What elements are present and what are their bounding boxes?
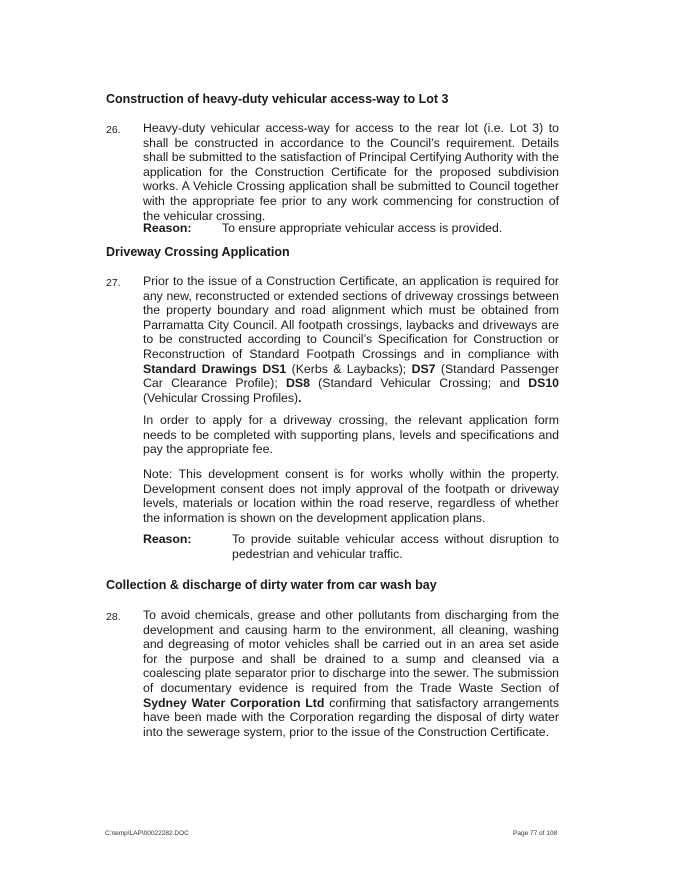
reason-label: Reason: xyxy=(143,532,192,546)
reason-label: Reason: xyxy=(143,221,192,235)
section-heading-car-wash: Collection & discharge of dirty water from car wash bay xyxy=(106,578,437,592)
condition-26-paragraph: Heavy-duty vehicular access-way for access to the rear lot (i.e. Lot 3) to shall be constructed in accordance to the Council’s requirement. Details shall be submitted to the satisfaction of Principal Certifying Authority with the application for the Construction Certificate for the proposed subdivision works. A Vehicle Crossing application shall be submitted to Council together with the appropriate fee prior to any work commencing for construction of the vehicular crossing. xyxy=(143,121,559,223)
bold-run: Standard Drawings DS1 xyxy=(143,361,287,376)
bold-run: . xyxy=(298,390,302,405)
text-run: To avoid chemicals, grease and other pollutants from discharging from the development and causing harm to the environment, all cleaning, washing and degreasing of motor vehicles shall be carried out in an area set aside for the purpose and shall be drained to a sump and cleansed via a coalescing plate separator prior to discharge into the sewer. The submission of documentary evidence is required from the Trade Waste Section of xyxy=(143,608,559,695)
bold-run: DS10 xyxy=(528,376,559,391)
text-run: confirming that satisfactory arrangements have been made with the Corporation regarding the disposal of dirty water into the sewerage system, prior to the issue of the Construction Certificate. xyxy=(143,695,559,739)
bold-run: Sydney Water Corporation Ltd xyxy=(143,695,325,710)
bold-run: DS8 xyxy=(286,376,310,391)
condition-27-note: Note: This development consent is for works wholly within the property. Development consent does not imply approval of the footpath or driveway levels, materials or location within the road reserve, regardless of whether the information is shown on the development application plans. xyxy=(143,467,559,525)
condition-27-paragraph xyxy=(143,274,559,405)
condition-27-paragraph-2: In order to apply for a driveway crossing, the relevant application form needs to be completed with supporting plans, levels and specifications and pay the appropriate fee. xyxy=(143,413,559,457)
text-run: (Vehicular Crossing Profiles) xyxy=(143,390,299,405)
text-run: Prior to the issue of a Construction Certificate, an application is required for any new, reconstructed or extended sections of driveway crossings between the property boundary and road alignment which must be obtained from Parramatta City Council. All footpath crossings, laybacks and driveways are to be constructed according to Council’s Specification for Construction or Reconstruction of Standard Footpath Crossings and in compliance with xyxy=(143,274,559,361)
text-run: (Standard Passenger Car Clearance Profile); xyxy=(143,361,559,391)
text-run: (Kerbs & Laybacks); xyxy=(286,361,412,376)
reason-text: To ensure appropriate vehicular access is provided. xyxy=(222,221,503,235)
reason-text: To provide suitable vehicular access without disruption to pedestrian and vehicular traffic. xyxy=(232,532,559,561)
condition-number-27: 27. xyxy=(106,277,121,289)
condition-number-28: 28. xyxy=(106,611,121,623)
condition-number-26: 26. xyxy=(106,124,121,136)
text-run: (Standard Vehicular Crossing; and xyxy=(309,376,529,391)
condition-28-paragraph xyxy=(143,608,559,739)
footer-page-number: Page 77 of 108 xyxy=(513,830,558,837)
section-heading-heavy-duty-access: Construction of heavy-duty vehicular access-way to Lot 3 xyxy=(106,92,449,106)
bold-run: DS7 xyxy=(411,361,436,376)
footer-file-path: C:\temp\LAP\00022282.DOC xyxy=(105,830,189,837)
condition-26-reason xyxy=(143,221,559,236)
section-heading-driveway-crossing: Driveway Crossing Application xyxy=(106,245,290,259)
